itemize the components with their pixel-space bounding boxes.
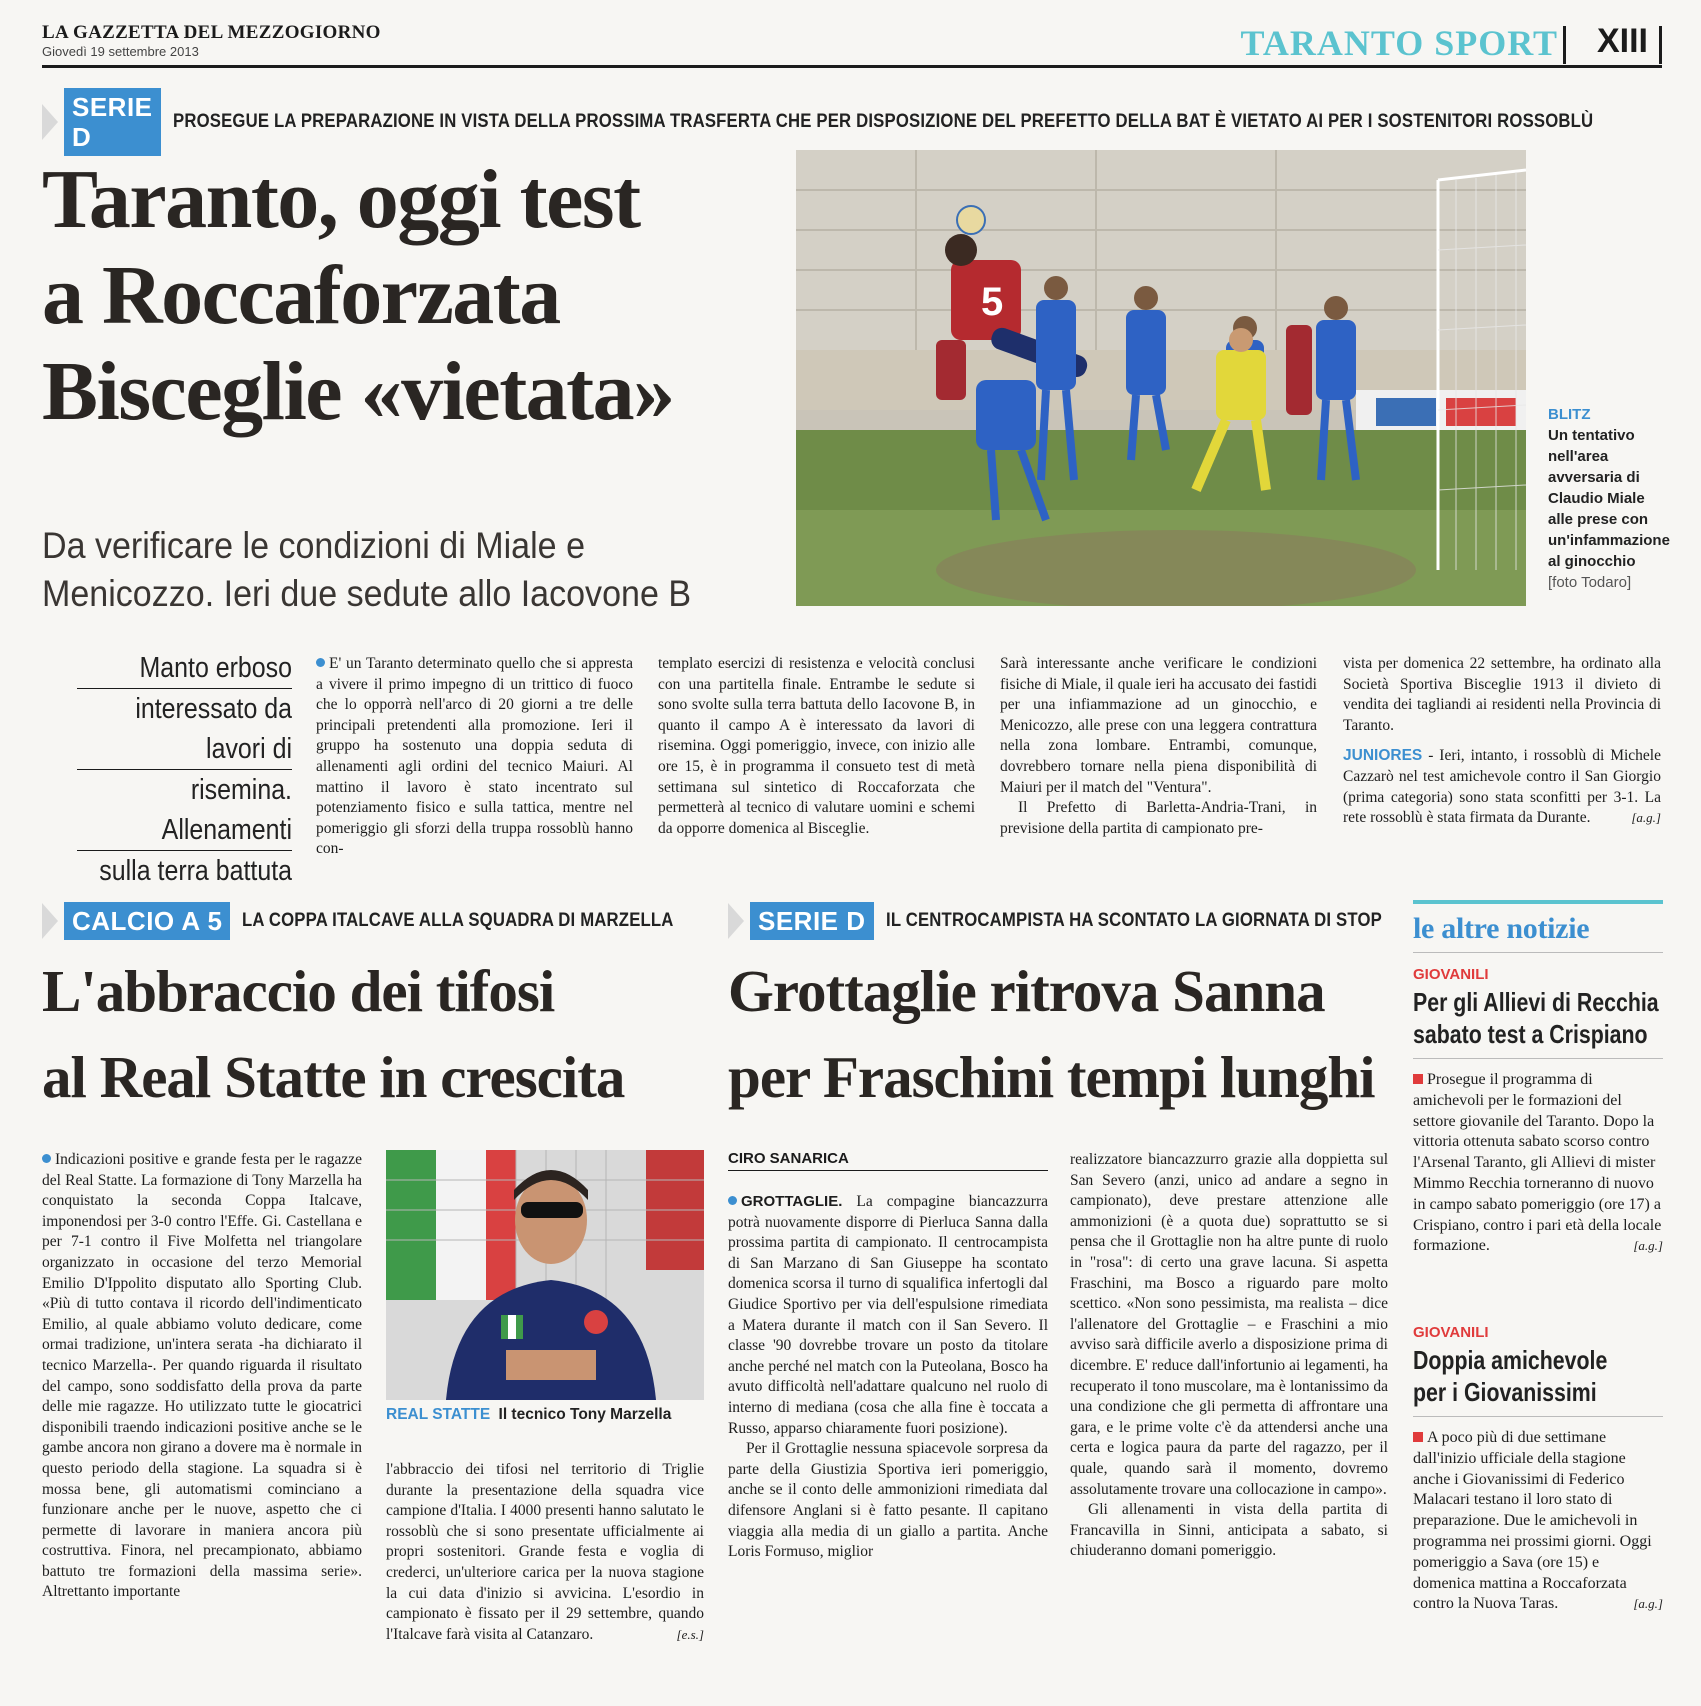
article-text: E' un Taranto determinato quello che si appresta a vivere il primo impegno di un trittico di fuoco che lo opporrà nell'arco di 20 giorni a tre delle principali pretendenti alla promozione. Ieri il gruppo ha sostenuto una doppia seduta di allenamenti agli ordini del tecnico Maiuri. Al mattino il lavoro è stato incentrato sul potenziamento fisico e sulla tattica, mentre nel pomeriggio gli sforzi della truppa rossoblù hanno con- bbox=[316, 655, 633, 858]
author-signature: [a.g.] bbox=[1631, 810, 1661, 826]
headline-line: Per gli Allievi di Recchia bbox=[1413, 987, 1659, 1017]
article-text: A poco più di due settimane dall'inizio ufficiale della stagione anche i Giovanissimi di Federico Malacari testano il loro stato di preparazione. Due le amichevoli in programma nei prossimi giorni. Oggi pomeriggio a Sava (ore 15) e domenica mattina a Roccaforzata contro la Nuova Taras. bbox=[1413, 1429, 1652, 1613]
grottaglie-article-col-2 bbox=[1070, 1150, 1388, 1562]
author-byline: CIRO SANARICA bbox=[728, 1150, 1048, 1171]
grottaglie-article-col-1 bbox=[728, 1192, 1048, 1563]
sidebar-divider bbox=[1413, 1416, 1663, 1417]
article-text: l'abbraccio dei tifosi nel territorio di Triglie durante la presentazione della squadra vice campione d'Italia. I 4000 presenti hanno salutato le rossoblù che si sono presentate ufficialmente ai propri sostenitori. Grande festa e voglia di crederci, un'ulteriore carica per la nuova stagione la cui data d'inizio si avvicina. L'esordio in campionato è fissato per il 29 settembre, quando l'Italcave farà visita al Catanzaro. bbox=[386, 1461, 704, 1643]
sidebar-top-rule bbox=[1413, 900, 1663, 904]
kicker-text: PROSEGUE LA PREPARAZIONE IN VISTA DELLA PROSSIMA TRASFERTA CHE PER DISPOSIZIONE DEL PREFETTO DELLA BAT È VIETATO AI PER I SOSTENITORI ROSSOBLÙ bbox=[172, 111, 1593, 132]
coach-photo-caption bbox=[386, 1406, 716, 1424]
newspaper-name: LA GAZZETTA DEL MEZZOGIORNO bbox=[42, 22, 381, 43]
article-text: Gli allenamenti in vista della partita di Francavilla in Sinni, anticipata a sabato, si chiuderanno domani pomeriggio. bbox=[1070, 1501, 1388, 1560]
match-photo bbox=[796, 150, 1526, 606]
sidebar-item-body bbox=[1413, 1070, 1663, 1257]
main-article-col-3 bbox=[1000, 654, 1317, 839]
sidebar-item-kicker: GIOVANILI bbox=[1413, 1324, 1489, 1341]
article-text: Per il Grottaglie nessuna spiacevole sorpresa da parte della Giustizia Sportiva ieri pomeriggio, anche se il conto delle ammonizioni rimediata dal difensore Anglani si è fatto pesante. Il capitano viaggia alla media di un giallo a partita. Anche Loris Formuso, miglior bbox=[728, 1440, 1048, 1561]
pull-quote bbox=[42, 648, 292, 891]
kicker-arrow-icon bbox=[728, 903, 744, 939]
pull-quote-line: risemina. Allenamenti bbox=[77, 770, 292, 851]
article-text: Indicazioni positive e grande festa per le ragazze del Real Statte. La formazione di Tony Marzella ha conquistato la seconda Coppa Italcave, imponendosi per 3-0 contro l'Effe. Gi. Castellana e per 7-1 contro il Five Molfetta nel triangolare organizzato in occasione del terzo Memorial Emilio D'Ippolito disputato allo Sporting Club. «Più di tutto contava il ricordo dell'indimenticato Emilio, al quale abbiamo voluto dedicare, come ormai tradizione, un'intera serata -ha dichiarato il tecnico Marzella-. Per quando riguarda il risultato del campo, sono soddisfatto della prova da parte delle mie ragazze. Ho utilizzato tutte le giocatrici disponibili traendo indicazioni positive anche se le gambe ancora non girano a dovere ma è normale in questo periodo della stagione. La squadra si è mossa bene, gli automatismi cominciano a funzionare anche per le nuove, aspetto che ci permette di lavorare in maniera ancora più costruttiva. Finora, nel precampionato, abbiamo battuto tre formazioni della massima serie». Altrettanto importante bbox=[42, 1151, 362, 1601]
page-number: XIII bbox=[1596, 22, 1648, 60]
headline-line: Taranto, oggi test bbox=[42, 153, 640, 246]
author-signature: [e.s.] bbox=[676, 1626, 704, 1642]
article-text: Prosegue il programma di amichevoli per le formazioni del settore giovanile del Taranto. Dopo la vittoria ottenuta sabato scorso contro l'Arsenal Taranto, gli Allievi di mister Mimmo Recchia torneranno di nuovo in campo sabato pomeriggio (ore 17) a Crispiano, contro i pari età della locale formazione. bbox=[1413, 1071, 1662, 1255]
caption-tag: REAL STATTE bbox=[386, 1406, 491, 1423]
sidebar-title: le altre notizie bbox=[1413, 912, 1590, 945]
headline-line: al Real Statte in crescita bbox=[42, 1044, 625, 1110]
pull-quote-line: interessato da lavori di bbox=[77, 689, 292, 770]
kicker-tag: SERIE D bbox=[750, 902, 874, 940]
headline-line: Bisceglie «vietata» bbox=[42, 345, 674, 438]
main-article-col-2 bbox=[658, 654, 975, 839]
photo-caption bbox=[1548, 404, 1670, 593]
subhead-line: Menicozzo. Ieri due sedute allo Iacovone B bbox=[42, 573, 692, 614]
masthead-divider bbox=[1563, 26, 1566, 64]
article-text: realizzatore biancazzurro grazie alla doppietta sul San Severo (anzi, unico ad andare a segno in campionato), deve prestare attenzione alle ammonizioni (è a quota due) soprattutto se si pensa che il Grottaglie non ha altre punte di ruolo in "rosa": di certo una grave lacuna. Si aspetta Fraschini, ma Bosco a riguardo pare molto scettico. «Non sono pessimista, ma realista – dice l'allenatore del Grottaglie – e Fraschini a mio avviso sarà difficile averlo a disposizione prima di dicembre. E' reduce dall'infortunio ai legamenti, ha recuperato il tono muscolare, ma è lontanissimo da una condizione che gli permetta di affrontare una gara, e le prime volte c'è da attendersi anche una certa e logica paura da parte del ragazzo, per il quale, quando sarà il momento, dovremo assolutamente trovare una collocazione in campo». bbox=[1070, 1151, 1388, 1498]
bullet-square-icon bbox=[1413, 1074, 1423, 1084]
main-headline bbox=[42, 152, 802, 440]
subhead-line: Da verificare le condizioni di Miale e bbox=[42, 525, 586, 566]
grottaglie-kicker bbox=[728, 902, 1449, 940]
dateline: GROTTAGLIE. bbox=[741, 1193, 843, 1210]
calcio5-kicker bbox=[42, 902, 733, 940]
kicker-tag: CALCIO A 5 bbox=[64, 902, 230, 940]
kicker-text: LA COPPA ITALCAVE ALLA SQUADRA DI MARZELLA bbox=[242, 910, 674, 931]
article-text: La compagine biancazzurra potrà nuovamente disporre di Pierluca Sanna dalla prossima partita di campionato. Il centrocampista di San Marzano di San Giuseppe ha scontato domenica scorsa il turno di squalifica infertogli dal Giudice Sportivo per via dell'espulsione rimediata a Matera durante il match con il San Severo. Il classe '90 dovrebbe trovare un posto da titolare anche perché nel match con la Puteolana, Bosco ha avuto difficoltà nell'adattare qualcuno nel ruolo di interno di mediana (cosa che alla fine è toccata a Russo, apparso chiaramente fuori posizione). bbox=[728, 1193, 1048, 1437]
photo-credit: [foto Todaro] bbox=[1548, 574, 1632, 591]
article-text: Il Prefetto di Barletta-Andria-Trani, in previsione della partita di campionato pre- bbox=[1000, 799, 1317, 837]
headline-line: sabato test a Crispiano bbox=[1413, 1019, 1648, 1049]
bullet-square-icon bbox=[1413, 1432, 1423, 1442]
main-article-col-4 bbox=[1343, 654, 1661, 829]
kicker-arrow-icon bbox=[42, 903, 58, 939]
author-signature: [a.g.] bbox=[1633, 1238, 1663, 1254]
match-photo-illustration bbox=[796, 150, 1526, 606]
headline-line: per Fraschini tempi lunghi bbox=[728, 1044, 1375, 1110]
headline-line: per i Giovanissimi bbox=[1413, 1377, 1597, 1407]
calcio5-headline bbox=[42, 948, 624, 1120]
kicker-tag: SERIE D bbox=[64, 88, 161, 156]
author-signature: [a.g.] bbox=[1633, 1596, 1663, 1612]
main-article-col-1 bbox=[316, 654, 633, 860]
article-text: - Ieri, intanto, i rossoblù di Michele Cazzarò nel test amichevole contro il San Giorgio (prima categoria) sono stata sconfitti per 3-1. La rete rossoblù è stata firmata da Durante. bbox=[1343, 747, 1661, 827]
main-subheadline bbox=[42, 522, 741, 618]
sidebar-rule bbox=[1413, 952, 1663, 953]
bullet-dot-icon bbox=[42, 1154, 51, 1163]
coach-photo bbox=[386, 1150, 704, 1400]
coach-photo-illustration bbox=[386, 1150, 704, 1400]
article-text: vista per domenica 22 settembre, ha ordinato alla Società Sportiva Bisceglie 1913 il divieto di vendita dei tagliandi ai residenti nella Provincia di Taranto. bbox=[1343, 655, 1661, 734]
grottaglie-headline bbox=[728, 948, 1375, 1120]
kicker-text: IL CENTROCAMPISTA HA SCONTATO LA GIORNATA DI STOP bbox=[885, 910, 1382, 931]
juniores-tag: JUNIORES bbox=[1343, 747, 1423, 765]
bullet-dot-icon bbox=[728, 1196, 737, 1205]
sidebar-item-headline bbox=[1413, 986, 1659, 1050]
section-title: TARANTO SPORT bbox=[1240, 23, 1558, 63]
headline-line: Grottaglie ritrova Sanna bbox=[728, 958, 1325, 1024]
article-text: templato esercizi di resistenza e velocità conclusi con una partitella finale. Entrambe le sedute si sono svolte sulla terra battuta dello Iacovone B, in quanto il campo A è interessato da lavori di risemina. Oggi pomeriggio, invece, con inizio alle ore 15, è in programma il consueto test di metà settimana sul sintetico di Roccaforzata che permetterà al tecnico di valutare uomini e schemi da opporre domenica al Bisceglie. bbox=[658, 655, 975, 837]
calcio5-article-col-1 bbox=[42, 1150, 362, 1603]
caption-text: Il tecnico Tony Marzella bbox=[498, 1406, 672, 1423]
caption-text: Un tentativo nell'area avversaria di Claudio Miale alle prese con un'infammazione al ginocchio bbox=[1548, 427, 1670, 570]
bullet-dot-icon bbox=[316, 658, 325, 667]
pull-quote-line: sulla terra battuta bbox=[99, 855, 292, 887]
sidebar-divider bbox=[1413, 1058, 1663, 1059]
masthead bbox=[42, 22, 1662, 68]
svg-text:5: 5 bbox=[981, 280, 1004, 324]
sidebar-item-body bbox=[1413, 1428, 1663, 1615]
issue-date: Giovedì 19 settembre 2013 bbox=[42, 44, 199, 59]
caption-tag: BLITZ bbox=[1548, 406, 1591, 423]
sidebar-item-kicker: GIOVANILI bbox=[1413, 966, 1489, 983]
calcio5-article-col-2 bbox=[386, 1460, 704, 1645]
main-kicker bbox=[42, 88, 1701, 156]
headline-line: Doppia amichevole bbox=[1413, 1345, 1608, 1375]
pull-quote-line: Manto erboso bbox=[77, 648, 292, 689]
headline-line: L'abbraccio dei tifosi bbox=[42, 958, 555, 1024]
kicker-arrow-icon bbox=[42, 104, 58, 140]
article-text: Sarà interessante anche verificare le condizioni fisiche di Miale, il quale ieri ha accusato dei fastidi per una infiammazione ad un ginocchio, e Menicozzo, alle prese con una leggera contrattura nella zona lombare. Entrambi, comunque, dovrebbero tornare nella piena disponibilità di Maiuri per il match del "Ventura". bbox=[1000, 655, 1317, 796]
headline-line: a Roccaforzata bbox=[42, 249, 560, 342]
sidebar-item-headline bbox=[1413, 1344, 1618, 1408]
masthead-divider-end bbox=[1659, 26, 1662, 64]
